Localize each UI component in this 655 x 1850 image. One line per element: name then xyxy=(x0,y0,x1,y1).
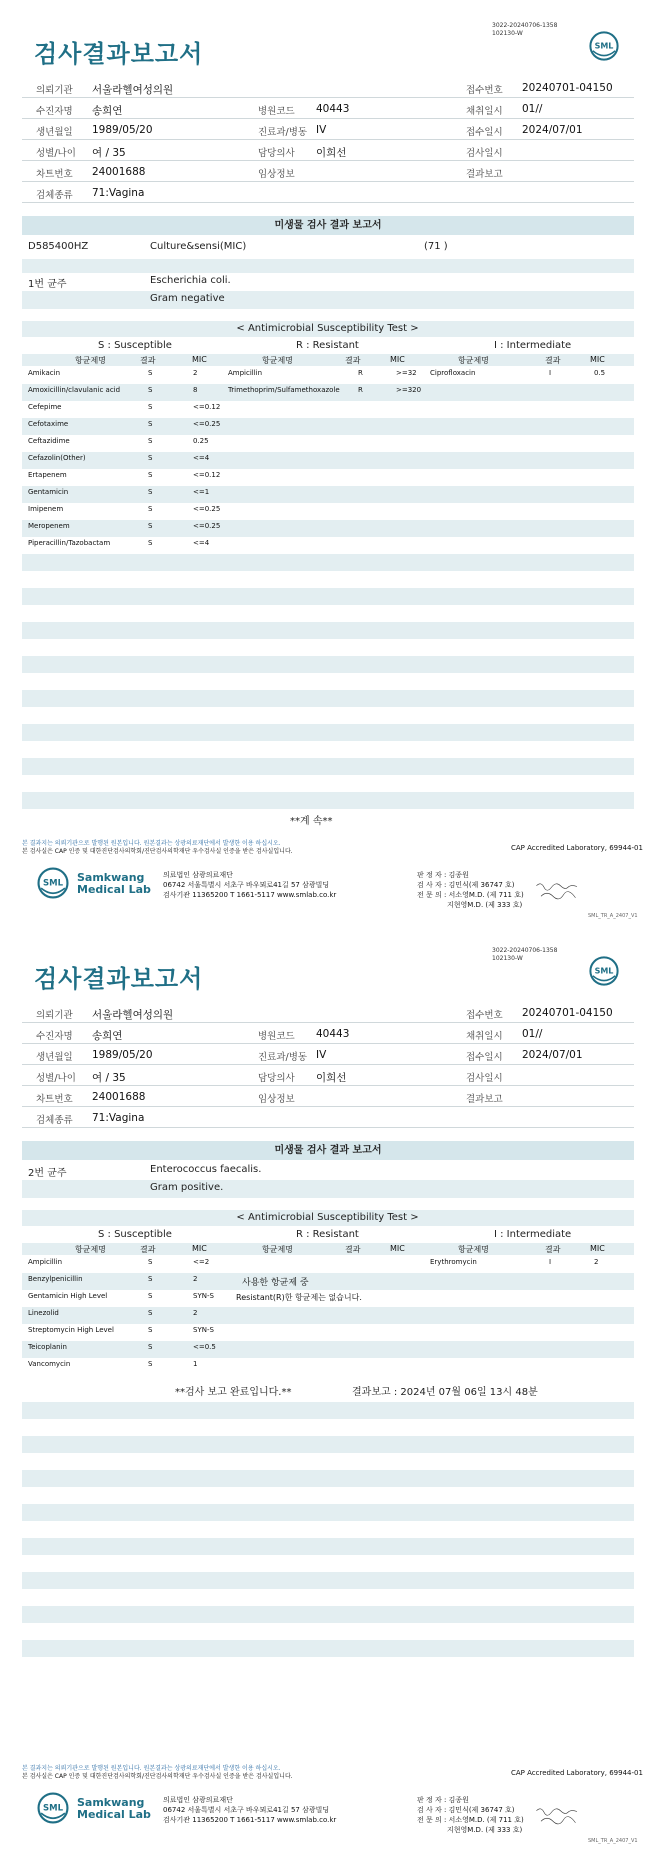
table-row-band xyxy=(22,690,634,707)
table-row-band xyxy=(22,1640,634,1657)
gram-stain: Gram positive. xyxy=(150,1182,224,1193)
section-title: 미생물 검사 결과 보고서 xyxy=(22,216,634,235)
info-doctor-label: 담당의사 xyxy=(258,148,295,159)
info-receipt-date-label: 접수일시 xyxy=(466,127,503,138)
row-divider xyxy=(22,181,634,182)
document-id-line1: 3022-20240706-1358 xyxy=(492,22,558,29)
info-hospital-code: 40443 xyxy=(316,103,350,115)
signature-icon xyxy=(535,876,595,906)
organism-label: 1번 균주 xyxy=(28,279,67,290)
brand-name-2: Medical Lab xyxy=(77,883,151,896)
header-drug: 항균제명 xyxy=(262,1245,293,1254)
info-result-label: 결과보고 xyxy=(466,1094,503,1105)
samkwang-logo-icon xyxy=(36,1791,70,1825)
row-divider xyxy=(22,1043,634,1044)
signer-tester: 검 사 자 : 김민식(제 36747 호) xyxy=(417,881,515,889)
drug-name: Ceftazidime xyxy=(28,437,70,445)
sml-logo-icon xyxy=(588,30,620,62)
table-row-band xyxy=(22,1572,634,1589)
row-divider xyxy=(22,1064,634,1065)
band xyxy=(22,354,634,366)
drug-name: Meropenem xyxy=(28,522,70,530)
header-mic: MIC xyxy=(590,355,605,364)
drug-result: S xyxy=(148,1275,153,1283)
info-receipt-no-label: 접수번호 xyxy=(466,1010,503,1021)
info-doctor: 이희선 xyxy=(316,147,347,159)
drug-name: Piperacillin/Tazobactam xyxy=(28,539,111,547)
info-collect: 01// xyxy=(522,103,543,115)
signer-specialist-1: 전 문 의 : 서소영M.D. (제 711 호) xyxy=(417,1816,524,1824)
info-collect-label: 채취일시 xyxy=(466,106,503,117)
drug-name: Ampicillin xyxy=(28,1258,63,1266)
cap-accreditation: CAP Accredited Laboratory, 69944-01 xyxy=(511,1769,643,1777)
report-datetime: 결과보고 : 2024년 07월 06일 13시 48분 xyxy=(352,1387,538,1398)
legend-resistant: R : Resistant xyxy=(296,1229,359,1240)
table-row-band xyxy=(22,1341,634,1358)
drug-mic: 1 xyxy=(193,1360,198,1368)
table-row-band xyxy=(22,520,634,537)
row-divider xyxy=(22,1022,634,1023)
drug-name: Cefepime xyxy=(28,403,62,411)
legend-intermediate: I : Intermediate xyxy=(494,340,572,351)
info-specimen: 71:Vagina xyxy=(92,1112,145,1124)
complete-text: **검사 보고 완료입니다.** xyxy=(175,1387,292,1398)
info-clinical-label: 임상정보 xyxy=(258,1094,295,1105)
legend-susceptible: S : Susceptible xyxy=(98,1229,172,1240)
drug-name: Imipenem xyxy=(28,505,64,513)
table-row-band xyxy=(22,1504,634,1521)
address-line2: 06742 서울특별시 서초구 바우뫼로41길 57 삼광빌딩 xyxy=(163,1806,330,1814)
table-row-band xyxy=(22,1470,634,1487)
info-dob-label: 생년월일 xyxy=(36,127,73,138)
organism-name: Enterococcus faecalis. xyxy=(150,1164,262,1175)
brand-name-1: Samkwang xyxy=(77,871,145,884)
band xyxy=(22,1180,634,1198)
info-patient: 송희연 xyxy=(92,1030,123,1042)
table-row-band xyxy=(22,656,634,673)
drug-mic: <=0.25 xyxy=(193,505,221,513)
drug-mic: <=0.5 xyxy=(193,1343,216,1351)
note-line2: Resistant(R)한 항균제는 없습니다. xyxy=(236,1293,362,1302)
table-row-band xyxy=(22,792,634,809)
drug-result: S xyxy=(148,522,153,530)
info-collect-label: 채취일시 xyxy=(466,1031,503,1042)
logo-text: SML xyxy=(594,966,614,976)
info-test-date-label: 검사일시 xyxy=(466,148,503,159)
table-row-band xyxy=(22,452,634,469)
drug-result: S xyxy=(148,1309,153,1317)
row-divider xyxy=(22,1106,634,1107)
info-specimen-label: 검체종류 xyxy=(36,190,73,201)
row-divider xyxy=(22,202,634,203)
drug-result: I xyxy=(549,1258,552,1266)
samkwang-logo-icon xyxy=(36,866,70,900)
drug-result: S xyxy=(148,1326,153,1334)
info-client-label: 의뢰기관 xyxy=(36,1010,73,1021)
drug-mic: 2 xyxy=(594,1258,599,1266)
drug-name: Gentamicin High Level xyxy=(28,1292,108,1300)
drug-result: S xyxy=(148,420,153,428)
band xyxy=(22,1243,634,1255)
drug-mic: SYN-S xyxy=(193,1326,214,1334)
info-client: 서울라헬여성의원 xyxy=(92,84,174,96)
ast-title: < Antimicrobial Susceptibility Test > xyxy=(236,323,419,334)
table-row-band xyxy=(22,622,634,639)
info-receipt-date-label: 접수일시 xyxy=(466,1052,503,1063)
drug-result: S xyxy=(148,454,153,462)
info-dept: IV xyxy=(316,124,327,136)
drug-result: S xyxy=(148,471,153,479)
info-receipt-no: 20240701-04150 xyxy=(522,82,613,94)
drug-result: S xyxy=(148,1360,153,1368)
drug-result: S xyxy=(148,539,153,547)
legend-susceptible: S : Susceptible xyxy=(98,340,172,351)
header-result: 결과 xyxy=(345,1245,361,1254)
info-collect: 01// xyxy=(522,1028,543,1040)
drug-mic: SYN-S xyxy=(193,1292,214,1300)
form-id: SML_TR_A_2407_V1 xyxy=(588,913,638,919)
drug-result: R xyxy=(358,386,363,394)
info-client: 서울라헬여성의원 xyxy=(92,1009,174,1021)
drug-mic: <=4 xyxy=(193,539,210,547)
brand-name-2: Medical Lab xyxy=(77,1808,151,1821)
drug-mic: <=0.25 xyxy=(193,522,221,530)
drug-name: Amikacin xyxy=(28,369,61,377)
header-drug: 항균제명 xyxy=(75,1245,106,1254)
info-dept-label: 진료과/병동 xyxy=(258,127,308,138)
test-name: Culture&sensi(MIC) xyxy=(150,241,247,252)
drug-mic: >=320 xyxy=(396,386,422,394)
header-mic: MIC xyxy=(192,1244,207,1253)
logo-text: SML xyxy=(43,1803,63,1814)
brand-name-1: Samkwang xyxy=(77,1796,145,1809)
header-mic: MIC xyxy=(192,355,207,364)
report-title: 검사결과보고서 xyxy=(34,40,204,68)
table-row-band xyxy=(22,588,634,605)
notice-original: 본 결과지는 의뢰기관으로 발행된 원본입니다. 원본결과는 상광의료재단에서 발생한 이용 하십시오. xyxy=(22,1765,281,1772)
drug-mic: <=0.12 xyxy=(193,403,221,411)
row-divider xyxy=(22,1127,634,1128)
signer-specialist-2: 지현영M.D. (제 333 호) xyxy=(447,1826,523,1834)
table-row-band xyxy=(22,418,634,435)
header-mic: MIC xyxy=(390,355,405,364)
section-title: 미생물 검사 결과 보고서 xyxy=(22,1141,634,1160)
header-drug: 항균제명 xyxy=(458,1245,489,1254)
form-id: SML_TR_A_2407_V1 xyxy=(588,1838,638,1844)
drug-mic: <=1 xyxy=(193,488,210,496)
table-row-band xyxy=(22,1402,634,1419)
info-dob: 1989/05/20 xyxy=(92,1049,153,1061)
info-test-date-label: 검사일시 xyxy=(466,1073,503,1084)
drug-mic: 0.25 xyxy=(193,437,209,445)
address-line2: 06742 서울특별시 서초구 바우뫼로41길 57 삼광빌딩 xyxy=(163,881,330,889)
drug-name: Amoxicillin/clavulanic acid xyxy=(28,386,121,394)
sml-logo-icon xyxy=(588,955,620,987)
info-chart-label: 차트번호 xyxy=(36,1094,73,1105)
header-drug: 항균제명 xyxy=(458,356,489,365)
signer-specialist-1: 전 문 의 : 서소영M.D. (제 711 호) xyxy=(417,891,524,899)
signer-judge: 판 정 자 : 김종원 xyxy=(417,1796,469,1804)
drug-result: S xyxy=(148,437,153,445)
header-result: 결과 xyxy=(140,356,156,365)
table-row-band xyxy=(22,724,634,741)
info-doctor-label: 담당의사 xyxy=(258,1073,295,1084)
drug-name: Streptomycin High Level xyxy=(28,1326,114,1334)
drug-mic: 2 xyxy=(193,1275,198,1283)
header-result: 결과 xyxy=(545,1245,561,1254)
organism-name: Escherichia coli. xyxy=(150,275,231,286)
drug-result: S xyxy=(148,505,153,513)
row-divider xyxy=(22,118,634,119)
drug-name: Ciprofloxacin xyxy=(430,369,476,377)
drug-mic: 8 xyxy=(193,386,198,394)
info-receipt-no: 20240701-04150 xyxy=(522,1007,613,1019)
info-receipt-date: 2024/07/01 xyxy=(522,1049,583,1061)
info-chart-label: 차트번호 xyxy=(36,169,73,180)
header-result: 결과 xyxy=(140,1245,156,1254)
logo-text: SML xyxy=(594,41,614,51)
legend-resistant: R : Resistant xyxy=(296,340,359,351)
info-chart: 24001688 xyxy=(92,166,146,178)
info-hospital-code-label: 병원코드 xyxy=(258,1031,295,1042)
info-dept: IV xyxy=(316,1049,327,1061)
drug-mic: >=32 xyxy=(396,369,417,377)
info-patient: 송희연 xyxy=(92,105,123,117)
drug-name: Ertapenem xyxy=(28,471,67,479)
info-sex-age-label: 성별/나이 xyxy=(36,148,76,159)
document-id-line2: 102130-W xyxy=(492,30,523,37)
gram-stain: Gram negative xyxy=(150,293,225,304)
notice-original: 본 결과지는 의뢰기관으로 발행된 원본입니다. 원본결과는 상광의료재단에서 발생한 이용 하십시오. xyxy=(22,840,281,847)
info-chart: 24001688 xyxy=(92,1091,146,1103)
drug-name: Cefotaxime xyxy=(28,420,69,428)
info-hospital-code: 40443 xyxy=(316,1028,350,1040)
drug-result: S xyxy=(148,369,153,377)
drug-mic: <=2 xyxy=(193,1258,210,1266)
legend-intermediate: I : Intermediate xyxy=(494,1229,572,1240)
signer-judge: 판 정 자 : 김종원 xyxy=(417,871,469,879)
table-row-band xyxy=(22,486,634,503)
row-divider xyxy=(22,97,634,98)
drug-mic: <=0.25 xyxy=(193,420,221,428)
table-row-band xyxy=(22,758,634,775)
report-title: 검사결과보고서 xyxy=(34,965,204,993)
info-client-label: 의뢰기관 xyxy=(36,85,73,96)
report-page-2 xyxy=(0,925,655,1850)
info-doctor: 이희선 xyxy=(316,1072,347,1084)
table-row-band xyxy=(22,1436,634,1453)
header-mic: MIC xyxy=(390,1244,405,1253)
table-row-band xyxy=(22,554,634,571)
band xyxy=(22,291,634,309)
signer-tester: 검 사 자 : 김민식(제 36747 호) xyxy=(417,1806,515,1814)
table-row-band xyxy=(22,1538,634,1555)
note-line1: 사용한 항균제 중 xyxy=(242,1278,309,1288)
test-number: (71 ) xyxy=(424,241,448,252)
test-code: D585400HZ xyxy=(28,241,89,252)
drug-result: S xyxy=(148,488,153,496)
row-divider xyxy=(22,160,634,161)
table-row-band xyxy=(22,1307,634,1324)
drug-name: Gentamicin xyxy=(28,488,69,496)
info-receipt-no-label: 접수번호 xyxy=(466,85,503,96)
drug-name: Ampicillin xyxy=(228,369,263,377)
address-line3: 검사기관 11365200 T 1661-5117 www.smlab.co.kr xyxy=(163,891,337,899)
drug-mic: <=0.12 xyxy=(193,471,221,479)
drug-name: Trimethoprim/Sulfamethoxazole xyxy=(228,386,340,394)
info-result-label: 결과보고 xyxy=(466,169,503,180)
drug-result: I xyxy=(549,369,552,377)
info-clinical-label: 임상정보 xyxy=(258,169,295,180)
drug-name: Vancomycin xyxy=(28,1360,71,1368)
signer-specialist-2: 지현영M.D. (제 333 호) xyxy=(447,901,523,909)
info-receipt-date: 2024/07/01 xyxy=(522,124,583,136)
info-dob-label: 생년월일 xyxy=(36,1052,73,1063)
drug-mic: 0.5 xyxy=(594,369,606,377)
address-line1: 의료법인 삼광의료재단 xyxy=(163,1796,233,1804)
drug-name: Cefazolin(Other) xyxy=(28,454,86,462)
ast-title: < Antimicrobial Susceptibility Test > xyxy=(236,1212,419,1223)
info-dob: 1989/05/20 xyxy=(92,124,153,136)
drug-mic: 2 xyxy=(193,369,198,377)
info-patient-label: 수진자명 xyxy=(36,1031,73,1042)
drug-name: Teicoplanin xyxy=(28,1343,67,1351)
organism-label: 2번 균주 xyxy=(28,1168,67,1179)
blank-band xyxy=(22,259,634,273)
info-dept-label: 진료과/병동 xyxy=(258,1052,308,1063)
header-result: 결과 xyxy=(545,356,561,365)
drug-name: Benzylpenicillin xyxy=(28,1275,83,1283)
info-sex-age-label: 성별/나이 xyxy=(36,1073,76,1084)
info-specimen-label: 검체종류 xyxy=(36,1115,73,1126)
info-patient-label: 수진자명 xyxy=(36,106,73,117)
drug-name: Erythromycin xyxy=(430,1258,477,1266)
address-line1: 의료법인 삼광의료재단 xyxy=(163,871,233,879)
header-drug: 항균제명 xyxy=(75,356,106,365)
document-id-line1: 3022-20240706-1358 xyxy=(492,947,558,954)
info-hospital-code-label: 병원코드 xyxy=(258,106,295,117)
cap-accreditation: CAP Accredited Laboratory, 69944-01 xyxy=(511,844,643,852)
drug-result: R xyxy=(358,369,363,377)
drug-result: S xyxy=(148,1258,153,1266)
table-row-band xyxy=(22,1273,634,1290)
header-result: 결과 xyxy=(345,356,361,365)
table-row-band xyxy=(22,1606,634,1623)
address-line3: 검사기관 11365200 T 1661-5117 www.smlab.co.kr xyxy=(163,1816,337,1824)
drug-mic: 2 xyxy=(193,1309,198,1317)
header-drug: 항균제명 xyxy=(262,356,293,365)
logo-text: SML xyxy=(43,878,63,889)
info-specimen: 71:Vagina xyxy=(92,187,145,199)
drug-result: S xyxy=(148,403,153,411)
document-id-line2: 102130-W xyxy=(492,955,523,962)
info-sex-age: 여 / 35 xyxy=(92,1072,126,1084)
row-divider xyxy=(22,139,634,140)
drug-result: S xyxy=(148,1343,153,1351)
drug-mic: <=4 xyxy=(193,454,210,462)
drug-name: Linezolid xyxy=(28,1309,59,1317)
continue-text: **계 속** xyxy=(290,816,333,827)
row-divider xyxy=(22,1085,634,1086)
notice-certification: 본 검사실은 CAP 인증 및 대한진단검사의학회/진단검사의학재단 우수검사실 인증을 받은 검사실입니다. xyxy=(22,1773,293,1780)
drug-result: S xyxy=(148,1292,153,1300)
notice-certification: 본 검사실은 CAP 인증 및 대한진단검사의학회/진단검사의학재단 우수검사실 인증을 받은 검사실입니다. xyxy=(22,848,293,855)
drug-result: S xyxy=(148,386,153,394)
info-sex-age: 여 / 35 xyxy=(92,147,126,159)
signature-icon xyxy=(535,1801,595,1831)
header-mic: MIC xyxy=(590,1244,605,1253)
